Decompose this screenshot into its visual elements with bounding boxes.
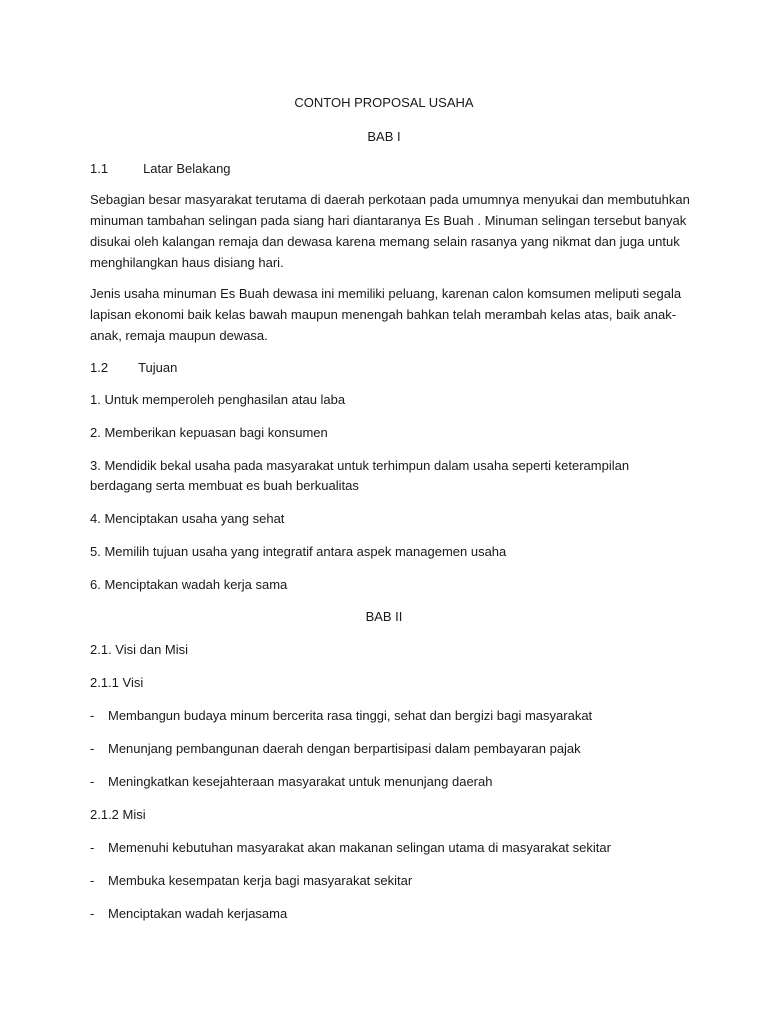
visi-bullet-3: - [90,774,95,789]
section-1-1-heading [90,158,231,179]
misi-item-1: Memenuhi kebutuhan masyarakat akan makanan selingan utama di masyarakat sekitar [108,840,611,855]
tujuan-item-2: 2. Memberikan kepuasan bagi konsumen [90,425,328,440]
section-2-1-2-heading: 2.1.2 Misi [90,807,146,822]
misi-item-3: Menciptakan wadah kerjasama [108,906,288,921]
paragraph-2-line-1: Jenis usaha minuman Es Buah dewasa ini memiliki peluang, karenan calon komsumen meliputi segala [90,286,682,301]
section-2-1-heading: 2.1. Visi dan Misi [90,642,189,657]
tujuan-item-4: 4. Menciptakan usaha yang sehat [90,511,285,526]
section-title: Tujuan [138,360,178,375]
visi-bullet-2: - [90,741,95,756]
misi-bullet-1: - [90,840,95,855]
tujuan-item-5: 5. Memilih tujuan usaha yang integratif antara aspek managemen usaha [90,544,507,559]
tujuan-item-3-line-2: berdagang serta membuat es buah berkualitas [90,478,359,493]
section-title: Latar Belakang [143,161,231,176]
paragraph-1-line-3: disukai oleh kalangan remaja dan dewasa karena memang selain rasanya yang nikmat dan juga untuk [90,234,680,249]
misi-bullet-3: - [90,906,95,921]
section-number: 1.2 [90,360,109,375]
bab1-heading: BAB I [367,129,401,144]
paragraph-1-line-2: minuman tambahan selingan pada siang hari diantaranya Es Buah . Minuman selingan tersebut banyak [90,213,687,228]
paragraph-1-line-1: Sebagian besar masyarakat terutama di daerah perkotaan pada umumnya menyukai dan membutuhkan [90,192,690,207]
visi-item-2: Menunjang pembangunan daerah dengan berpartisipasi dalam pembayaran pajak [108,741,581,756]
document-title: CONTOH PROPOSAL USAHA [294,95,474,110]
paragraph-2-line-3: anak, remaja maupun dewasa. [90,328,268,343]
misi-item-2: Membuka kesempatan kerja bagi masyarakat sekitar [108,873,413,888]
paragraph-1-line-4: menghilangkan haus disiang hari. [90,255,284,270]
visi-bullet-1: - [90,708,95,723]
tujuan-item-1: 1. Untuk memperoleh penghasilan atau laba [90,392,346,407]
visi-item-3: Meningkatkan kesejahteraan masyarakat untuk menunjang daerah [108,774,493,789]
section-1-2-heading [90,357,177,378]
section-number: 1.1 [90,161,109,176]
tujuan-item-3-line-1: 3. Mendidik bekal usaha pada masyarakat untuk terhimpun dalam usaha seperti keterampilan [90,458,630,473]
visi-item-1: Membangun budaya minum bercerita rasa tinggi, sehat dan bergizi bagi masyarakat [108,708,593,723]
misi-bullet-2: - [90,873,95,888]
tujuan-item-6: 6. Menciptakan wadah kerja sama [90,577,288,592]
paragraph-2-line-2: lapisan ekonomi baik kelas bawah maupun menengah bahkan telah merambah kelas atas, baik anak- [90,307,677,322]
bab2-heading: BAB II [365,609,403,624]
section-2-1-1-heading: 2.1.1 Visi [90,675,144,690]
